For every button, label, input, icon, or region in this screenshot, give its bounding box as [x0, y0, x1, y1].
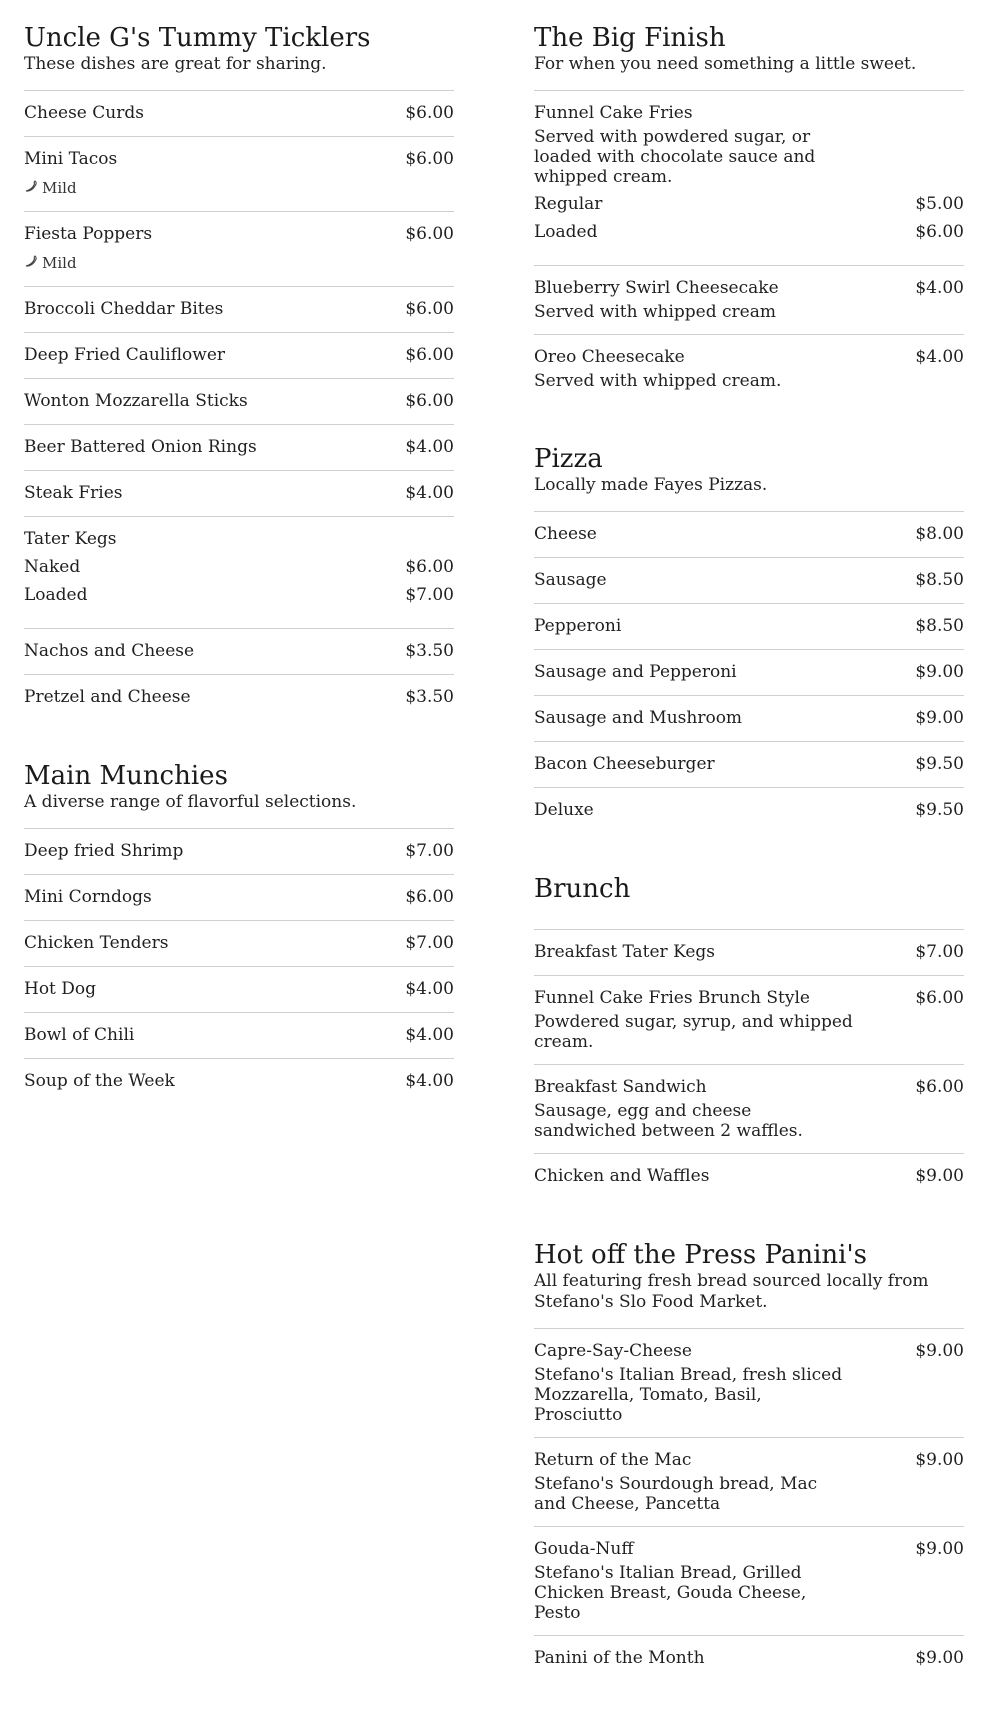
item-price: $4.00: [405, 483, 454, 503]
menu-item-row: [534, 524, 964, 545]
menu-item: [24, 921, 454, 967]
menu-item: [24, 875, 454, 921]
menu-item-row: [24, 391, 454, 412]
menu-section: [534, 443, 964, 833]
menu-section: [534, 1239, 964, 1681]
option-price: $5.00: [915, 194, 964, 214]
menu-item-row: [534, 1539, 964, 1560]
item-price: $9.00: [915, 1539, 964, 1559]
option-price: $6.00: [915, 222, 964, 242]
menu-item-row: [534, 662, 964, 683]
menu-item: [534, 512, 964, 558]
item-name: Gouda-Nuff: [534, 1539, 634, 1559]
menu-item-row: [534, 103, 964, 124]
item-description: Served with whipped cream.: [534, 371, 782, 391]
item-name: Deep fried Shrimp: [24, 841, 184, 861]
menu-item-row: [24, 345, 454, 366]
option-price: $7.00: [405, 585, 454, 605]
item-price: $9.00: [915, 1648, 964, 1668]
item-price: $6.00: [915, 988, 964, 1008]
item-price: $6.00: [405, 224, 454, 244]
item-description: Served with powdered sugar, or loaded with chocolate sauce and whipped cream.: [534, 127, 816, 187]
item-name: Mini Tacos: [24, 149, 118, 169]
item-name: Pretzel and Cheese: [24, 687, 191, 707]
item-name: Sausage: [534, 570, 607, 590]
menu-item-row: [534, 942, 964, 963]
menu-item: [24, 137, 454, 212]
item-price: $7.00: [405, 933, 454, 953]
menu-item: [24, 1013, 454, 1059]
menu-item-row: [24, 841, 454, 862]
item-name: Panini of the Month: [534, 1648, 705, 1668]
menu-item: [534, 91, 964, 266]
menu-item: [24, 287, 454, 333]
menu-item: [534, 1329, 964, 1438]
item-option: [534, 222, 964, 243]
menu-item-list: [534, 90, 964, 403]
menu-item-row: [534, 708, 964, 729]
chili-pepper-icon: [24, 178, 38, 199]
menu-item-row: [24, 529, 454, 550]
menu-item-row: [24, 1025, 454, 1046]
item-name: Chicken Tenders: [24, 933, 169, 953]
item-name: Capre-Say-Cheese: [534, 1341, 692, 1361]
item-price: $9.50: [915, 754, 964, 774]
item-price: $4.00: [915, 278, 964, 298]
item-price: $3.50: [405, 641, 454, 661]
item-option: [534, 194, 964, 215]
menu-item-row: [534, 1077, 964, 1098]
menu-item-row: [534, 988, 964, 1009]
menu-item: [534, 1636, 964, 1681]
item-price: $4.00: [405, 1071, 454, 1091]
menu-item: [534, 696, 964, 742]
section-title: Hot off the Press Panini's: [534, 1240, 867, 1270]
menu-item: [534, 1065, 964, 1154]
menu-item-row: [24, 103, 454, 124]
menu-item-row: [534, 1450, 964, 1471]
menu-item: [534, 1154, 964, 1199]
menu-item-list: [534, 1328, 964, 1681]
item-price: $4.00: [915, 347, 964, 367]
menu-item: [24, 675, 454, 720]
spice-label: Mild: [42, 179, 77, 197]
item-price: $6.00: [405, 391, 454, 411]
menu-item: [534, 558, 964, 604]
item-name: Deluxe: [534, 800, 594, 820]
menu-section: [534, 873, 964, 1199]
menu-item-row: [534, 347, 964, 368]
menu-item-row: [534, 616, 964, 637]
section-title: The Big Finish: [534, 23, 726, 53]
item-description: Powdered sugar, syrup, and whipped cream.: [534, 1012, 853, 1052]
item-name: Steak Fries: [24, 483, 123, 503]
item-name: Oreo Cheesecake: [534, 347, 685, 367]
item-price: $6.00: [405, 103, 454, 123]
menu-item: [534, 930, 964, 976]
menu-item-list: [24, 828, 454, 1104]
menu-item-list: [534, 511, 964, 833]
item-name: Funnel Cake Fries: [534, 103, 693, 123]
section-title: Pizza: [534, 444, 603, 474]
menu-item: [24, 829, 454, 875]
item-price: $8.00: [915, 524, 964, 544]
item-name: Breakfast Tater Kegs: [534, 942, 715, 962]
menu-item: [24, 379, 454, 425]
menu-item: [534, 335, 964, 403]
item-name: Sausage and Mushroom: [534, 708, 743, 728]
section-description: Locally made Fayes Pizzas.: [534, 475, 768, 495]
menu-item-row: [534, 278, 964, 299]
item-name: Beer Battered Onion Rings: [24, 437, 257, 457]
item-price: $7.00: [405, 841, 454, 861]
item-name: Sausage and Pepperoni: [534, 662, 737, 682]
item-price: $9.50: [915, 800, 964, 820]
menu-item: [534, 1527, 964, 1636]
section-title: Brunch: [534, 874, 631, 904]
option-label: Naked: [24, 557, 81, 577]
menu-item: [534, 1438, 964, 1527]
item-option: [24, 557, 454, 578]
item-price: $4.00: [405, 1025, 454, 1045]
item-name: Broccoli Cheddar Bites: [24, 299, 224, 319]
item-name: Pepperoni: [534, 616, 622, 636]
item-description: Stefano's Italian Bread, Grilled Chicken Breast, Gouda Cheese, Pesto: [534, 1563, 807, 1623]
item-name: Bacon Cheeseburger: [534, 754, 715, 774]
menu-item-row: [534, 800, 964, 821]
menu-item: [24, 629, 454, 675]
item-price: $9.00: [915, 708, 964, 728]
menu-item: [24, 333, 454, 379]
item-name: Breakfast Sandwich: [534, 1077, 707, 1097]
menu-item-row: [534, 1341, 964, 1362]
section-title: Uncle G's Tummy Ticklers: [24, 23, 371, 53]
item-price: $4.00: [405, 979, 454, 999]
menu-item-row: [534, 754, 964, 775]
option-price: $6.00: [405, 557, 454, 577]
menu-item-row: [24, 149, 454, 170]
option-label: Regular: [534, 194, 603, 214]
item-price: $6.00: [405, 345, 454, 365]
menu-item-row: [24, 979, 454, 1000]
item-name: Deep Fried Cauliflower: [24, 345, 226, 365]
item-price: $4.00: [405, 437, 454, 457]
menu-item: [534, 742, 964, 788]
menu-item: [534, 976, 964, 1065]
menu-item-row: [534, 1166, 964, 1187]
menu-item-row: [534, 570, 964, 591]
menu-item: [24, 1059, 454, 1104]
item-price: $8.50: [915, 616, 964, 636]
menu-item-row: [24, 687, 454, 708]
item-price: $6.00: [405, 299, 454, 319]
menu-column-right: [534, 22, 964, 1721]
spice-level: [24, 253, 454, 274]
item-name: Chicken and Waffles: [534, 1166, 710, 1186]
item-name: Cheese: [534, 524, 597, 544]
menu-item-row: [24, 933, 454, 954]
item-name: Blueberry Swirl Cheesecake: [534, 278, 779, 298]
menu-item-row: [24, 483, 454, 504]
menu-item: [534, 266, 964, 335]
menu-item-row: [24, 641, 454, 662]
item-name: Hot Dog: [24, 979, 97, 999]
item-price: $9.00: [915, 1450, 964, 1470]
item-name: Return of the Mac: [534, 1450, 692, 1470]
menu-section: [534, 22, 964, 403]
menu-item-row: [24, 224, 454, 245]
spice-label: Mild: [42, 254, 77, 272]
item-name: Cheese Curds: [24, 103, 144, 123]
item-name: Bowl of Chili: [24, 1025, 135, 1045]
item-name: Fiesta Poppers: [24, 224, 153, 244]
item-name: Nachos and Cheese: [24, 641, 195, 661]
item-description: Served with whipped cream: [534, 302, 776, 322]
item-option: [24, 585, 454, 606]
section-description: These dishes are great for sharing.: [24, 54, 327, 74]
section-description: For when you need something a little sweet.: [534, 54, 917, 74]
section-title: Main Munchies: [24, 761, 228, 791]
menu-item-row: [534, 1648, 964, 1669]
menu-item: [24, 91, 454, 137]
section-description: A diverse range of flavorful selections.: [24, 792, 357, 812]
item-price: $8.50: [915, 570, 964, 590]
item-description: Sausage, egg and cheese sandwiched between 2 waffles.: [534, 1101, 803, 1141]
menu-item: [24, 212, 454, 287]
menu-item-row: [24, 299, 454, 320]
section-description: All featuring fresh bread sourced locally from Stefano's Slo Food Market.: [534, 1271, 929, 1312]
menu-item: [24, 471, 454, 517]
item-name: Mini Corndogs: [24, 887, 152, 907]
item-price: $9.00: [915, 1166, 964, 1186]
item-name: Tater Kegs: [24, 529, 117, 549]
item-name: Funnel Cake Fries Brunch Style: [534, 988, 810, 1008]
menu-item: [24, 517, 454, 629]
menu-item-row: [24, 887, 454, 908]
menu-item: [24, 425, 454, 471]
chili-pepper-icon: [24, 253, 38, 274]
spice-level: [24, 178, 454, 199]
item-price: $9.00: [915, 662, 964, 682]
menu-item-list: [534, 929, 964, 1199]
menu-item: [24, 967, 454, 1013]
menu-item-row: [24, 1071, 454, 1092]
menu-item-list: [24, 90, 454, 720]
option-label: Loaded: [24, 585, 88, 605]
item-price: $6.00: [915, 1077, 964, 1097]
item-price: $6.00: [405, 887, 454, 907]
item-price: $3.50: [405, 687, 454, 707]
menu-column-left: [24, 22, 454, 1144]
item-name: Soup of the Week: [24, 1071, 175, 1091]
item-price: $7.00: [915, 942, 964, 962]
menu-item: [534, 604, 964, 650]
menu-item: [534, 788, 964, 833]
item-price: $6.00: [405, 149, 454, 169]
item-description: Stefano's Sourdough bread, Mac and Cheese, Pancetta: [534, 1474, 818, 1514]
item-price: $9.00: [915, 1341, 964, 1361]
option-label: Loaded: [534, 222, 598, 242]
menu-section: [24, 22, 454, 720]
item-name: Wonton Mozzarella Sticks: [24, 391, 248, 411]
item-description: Stefano's Italian Bread, fresh sliced Mozzarella, Tomato, Basil, Prosciutto: [534, 1365, 843, 1425]
menu-section: [24, 760, 454, 1104]
menu-item-row: [24, 437, 454, 458]
menu-item: [534, 650, 964, 696]
